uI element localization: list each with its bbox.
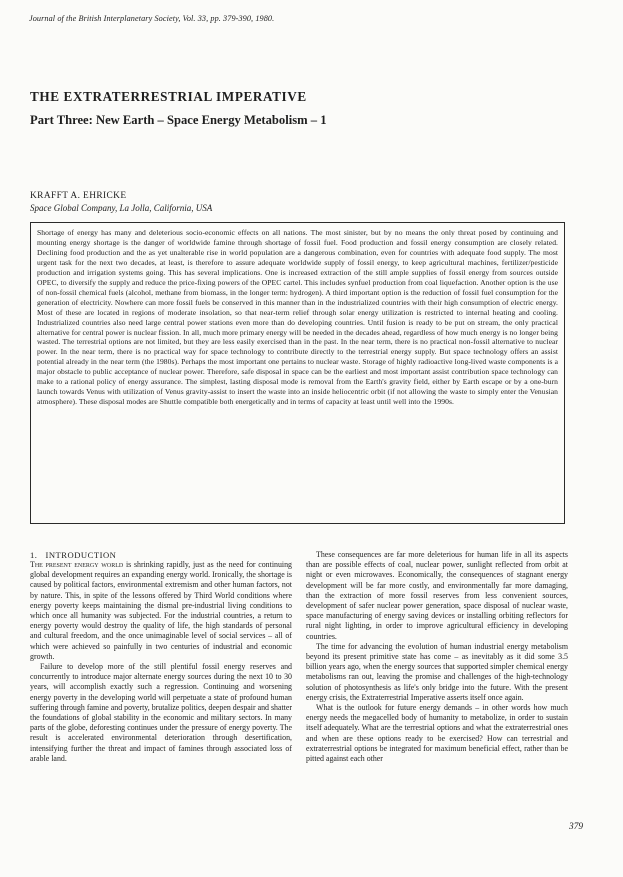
paragraph bbox=[30, 560, 292, 662]
page-number: 379 bbox=[569, 822, 584, 832]
paragraph-text: is shrinking rapidly, just as the need for continuing global development requires an expanding energy world. Ironically, the shortage is caused by political factors, environmental extremism and other human factors, not by nature. This, in spite of the lessons offered by Third World conditions where energy poverty keeps maintaining the dismal pre-industrial living conditions to which once all humanity was subjected. For the industrial countries, a return to energy poverty would destroy the quality of life, the high standards of personal and cultural freedom, and the once unimaginable level of social services – all of which were achieved so painfully in two centuries of industrial and economic growth. bbox=[30, 560, 292, 661]
journal-citation: Journal of the British Interplanetary Society, Vol. 33, pp. 379-390, 1980. bbox=[29, 14, 275, 23]
paragraph: The time for advancing the evolution of human industrial energy metabolism beyond its present primitive state has come – as inevitably as it did some 3.5 billion years ago, when the energy sources that supported simpler chemical energy metabolisms ran out, leaving the promise and challenges of the high-technology solution of photosynthesis as life's only bridge into the future. With the present energy crisis, the Extraterrestrial Imperative asserts itself once again. bbox=[306, 641, 568, 702]
section-title: INTRODUCTION bbox=[45, 550, 117, 560]
article-title: THE EXTRATERRESTRIAL IMPERATIVE bbox=[30, 89, 307, 104]
lead-in-text: The present energy world bbox=[30, 560, 124, 569]
author-name: KRAFFT A. EHRICKE bbox=[30, 191, 127, 201]
author-affiliation: Space Global Company, La Jolla, California, USA bbox=[30, 203, 213, 213]
paragraph: Failure to develop more of the still plentiful fossil energy reserves and concurrently to introduce major alternate energy sources during the next 10 to 30 years, will accomplish exactly such a regression. Continuing and worsening energy poverty in the developing world will perpetuate a state of profound human suffering through famine and poverty, brutalize politics, deepen despair and shatter the foundations of global stability in the economic and military sectors. In many parts of the globe, deforesting continues under the pressure of energy poverty. The result is accelerated environmental deterioration through desertification, intensifying further the threat and impact of famines through associated loss of arable land. bbox=[30, 662, 292, 763]
right-column bbox=[306, 550, 568, 764]
article-subtitle: Part Three: New Earth – Space Energy Metabolism – 1 bbox=[30, 113, 327, 127]
paragraph: What is the outlook for future energy demands – in other words how much energy needs the megacelled body of humanity to metabolize, in order to sustain itself adequately. What are the terrestrial options and what the extraterrestrial ones and when are these options ready to be exercised? How can terrestrial and extraterrestrial options be integrated for maximum beneficial effect, rather than be pitted against each other bbox=[306, 703, 568, 764]
abstract-text: Shortage of energy has many and deleterious socio-economic effects on all nations. The most sinister, but by no means the only threat posed by continuing and mounting energy shortage is the danger of worldwide famine through shortage of fossil fuel. Food production and fossil energy consumption are closely related. Declining food production and the as yet unalterable rise in world population are a dangerous combination, even for countries with adequate food supply. The most urgent task for the next two decades, at least, is therefore to assure adequate worldwide supply of fossil energy, to keep agricultural machines, fertilizer/pesticide production and irrigation systems going. This has several implications. One is increased extraction of the still ample supplies of fossil energy from sources outside OPEC, to diversify the supply and reduce the price-fixing powers of the OPEC cartel. This includes synfuel production from coal liquefaction. Another option is the use of non-fossil chemical fuels (alcohol, methane from biomass, in the longer term: hydrogen). A third important option is the reduction of fossil fuel consumption for the generation of electricity. Nowhere can more fossil fuels be conserved in this manner than in the industrialized countries with their high consumption of electric energy. Most of these are located in regions of moderate insolation, so that near-term relief through solar energy utilization is restricted to internal heating and cooling. Industrialized countries also need large central power stations even more than do developing countries. Until fusion is ready to be put on stream, the only practical alternative for central power is nuclear fission. In all, much more primary energy will be needed in the decades ahead, regardless of how much energy is no longer being wasted. The terrestrial options are not limited, but they are less easily exercised than in the past. In the near term, there is no practical non-fossil alternative to nuclear power. In the near term, there is no practical way for space technology to contribute directly to the terrestrial energy supply. But space technology offers an assist potential already in the near term (the 1980s). Perhaps the most important one pertains to nuclear waste. Storage of highly radioactive long-lived waste components is a major obstacle to public acceptance of nuclear power. Therefore, safe disposal in space can be the earliest and most important assist contribution space technology can make to a rational policy of energy assurance. The simplest, lasting disposal mode is removal from the Earth's gravity field, either by Earth escape or by a one-burn launch towards Venus with utilization of Venus gravity-assist to insert the waste into an inside heliocentric orbit (if not allowing the waste to simply enter the Venusian atmosphere). These disposal modes are Shuttle compatible both energetically and in terms of capacity at least until well into the 1990s. bbox=[37, 228, 558, 407]
abstract-box bbox=[30, 222, 565, 524]
left-column bbox=[30, 550, 292, 764]
section-number: 1. bbox=[30, 550, 38, 560]
paragraph: These consequences are far more deleterious for human life in all its aspects than are possible effects of coal, nuclear power, sunlight reflected from orbit at night or even microwaves. Economically, the consequences of stagnant energy development will be far more costly, and environmentally far more damaging, than the extraction of more fossil reserves from less convenient sources, development of safer nuclear power generation, space disposal of nuclear waste, space manufacturing of energy saving devices or installing orbiting reflectors for rural night lighting, in order to improve agricultural efficiency in developing countries. bbox=[306, 550, 568, 641]
section-heading bbox=[30, 550, 292, 560]
